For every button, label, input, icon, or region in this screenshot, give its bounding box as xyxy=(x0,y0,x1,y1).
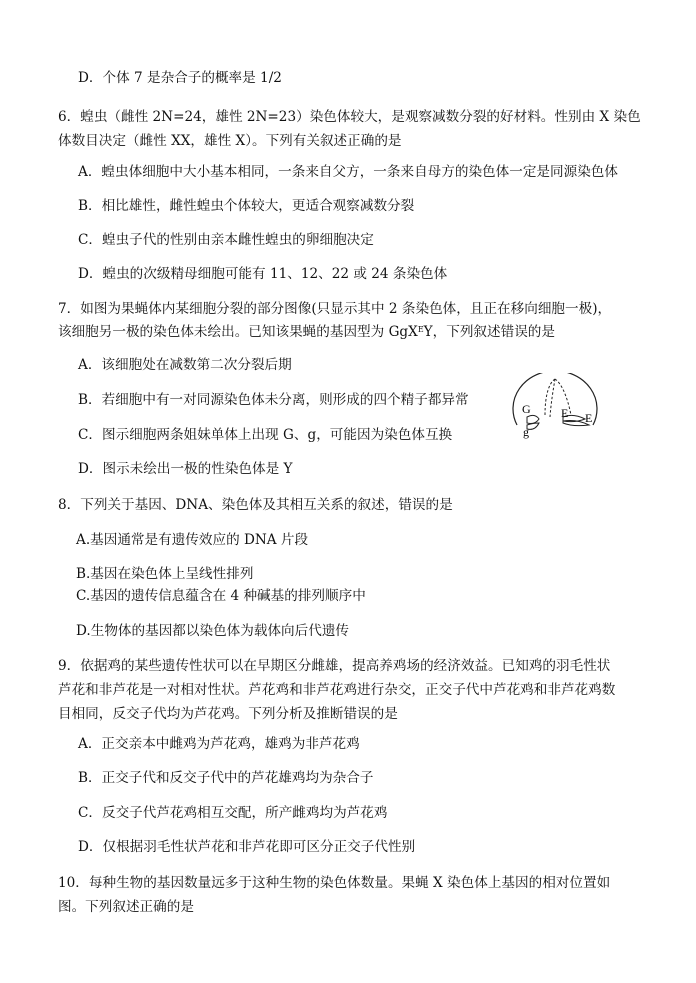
q9-option-c: C．反交子代芦花鸡相互交配，所产雌鸡均为芦花鸡 xyxy=(78,805,388,821)
q8-stem: 8．下列关于基因、DNA、染色体及其相互关系的叙述，错误的是 xyxy=(58,497,453,513)
gene-label-E-upper: E xyxy=(561,406,569,420)
q8-option-a: A.基因通常是有遗传效应的 DNA 片段 xyxy=(76,532,309,548)
q9-option-b: B．正交子代和反交子代中的芦花雄鸡均为杂合子 xyxy=(78,770,374,786)
q10-stem-line-1: 10．每种生物的基因数量远多于这种生物的染色体数量。果蝇 X 染色体上基因的相对位置如 xyxy=(58,875,611,891)
spindle-fiber-left xyxy=(545,379,555,415)
spindle-fiber-center xyxy=(550,379,555,417)
q6-option-a: A．蝗虫体细胞中大小基本相同，一条来自父方，一条来自母方的染色体一定是同源染色体 xyxy=(78,164,618,180)
q7-option-b: B．若细胞中有一对同源染色体未分离，则形成的四个精子都异常 xyxy=(78,392,469,408)
q8-option-c: C.基因的遗传信息蕴含在 4 种碱基的排列顺序中 xyxy=(76,588,366,604)
q9-option-d: D．仅根据羽毛性状芦花和非芦花即可区分正交子代性别 xyxy=(78,839,416,855)
q10-stem-line-2: 图。下列叙述正确的是 xyxy=(58,899,194,915)
q7-option-d: D．图示未绘出一极的性染色体是 Y xyxy=(78,461,293,477)
q9-option-a: A．正交亲本中雌鸡为芦花鸡，雄鸡为非芦花鸡 xyxy=(78,736,360,752)
q6-option-b: B．相比雄性，雌性蝗虫个体较大，更适合观察减数分裂 xyxy=(78,198,415,214)
q8-option-d: D.生物体的基因都以染色体为载体向后代遗传 xyxy=(76,623,350,639)
q7-stem-line-2: 该细胞另一极的染色体未绘出。已知该果蝇的基因型为 GgX$^E$Y，下列叙述错误的是 xyxy=(58,324,555,340)
q7-option-a: A．该细胞处在减数第二次分裂后期 xyxy=(78,357,292,373)
gene-label-G: G xyxy=(522,402,531,416)
q8-option-b: B.基因在染色体上呈线性排列 xyxy=(76,566,254,582)
gene-label-g: g xyxy=(523,425,529,439)
q7-option-c: C．图示细胞两条姐妹单体上出现 G、g，可能因为染色体互换 xyxy=(78,427,453,443)
q9-stem-line-2: 芦花和非芦花是一对相对性状。芦花鸡和非芦花鸡进行杂交，正交子代中芦花鸡和非芦花鸡数 xyxy=(58,682,616,698)
q6-stem-line-1: 6．蝗虫（雌性 2N=24，雄性 2N=23）染色体较大，是观察减数分裂的好材料。性别由 X 染色 xyxy=(58,109,641,125)
cell-division-figure xyxy=(505,373,605,445)
q7-stem-line-1: 7．如图为果蝇体内某细胞分裂的部分图像(只显示其中 2 条染色体，且正在移向细胞一极)， xyxy=(58,301,612,317)
q5-option-d: D．个体 7 是杂合子的概率是 1/2 xyxy=(78,70,282,86)
q6-option-d: D．蝗虫的次级精母细胞可能有 11、12、22 或 24 条染色体 xyxy=(78,266,448,282)
q9-stem-line-3: 目相同，反交子代均为芦花鸡。下列分析及推断错误的是 xyxy=(58,706,398,722)
q6-option-c: C．蝗虫子代的性别由亲本雌性蝗虫的卵细胞决定 xyxy=(78,232,374,248)
gene-label-E-lower: E xyxy=(585,411,593,425)
q6-stem-line-2: 体数目决定（雌性 XX，雄性 X）。下列有关叙述正确的是 xyxy=(58,133,402,149)
chromosome-left-arm-1 xyxy=(527,415,539,423)
q9-stem-line-1: 9．依据鸡的某些遗传性状可以在早期区分雌雄，提高养鸡场的经济效益。已知鸡的羽毛性状 xyxy=(58,658,611,674)
